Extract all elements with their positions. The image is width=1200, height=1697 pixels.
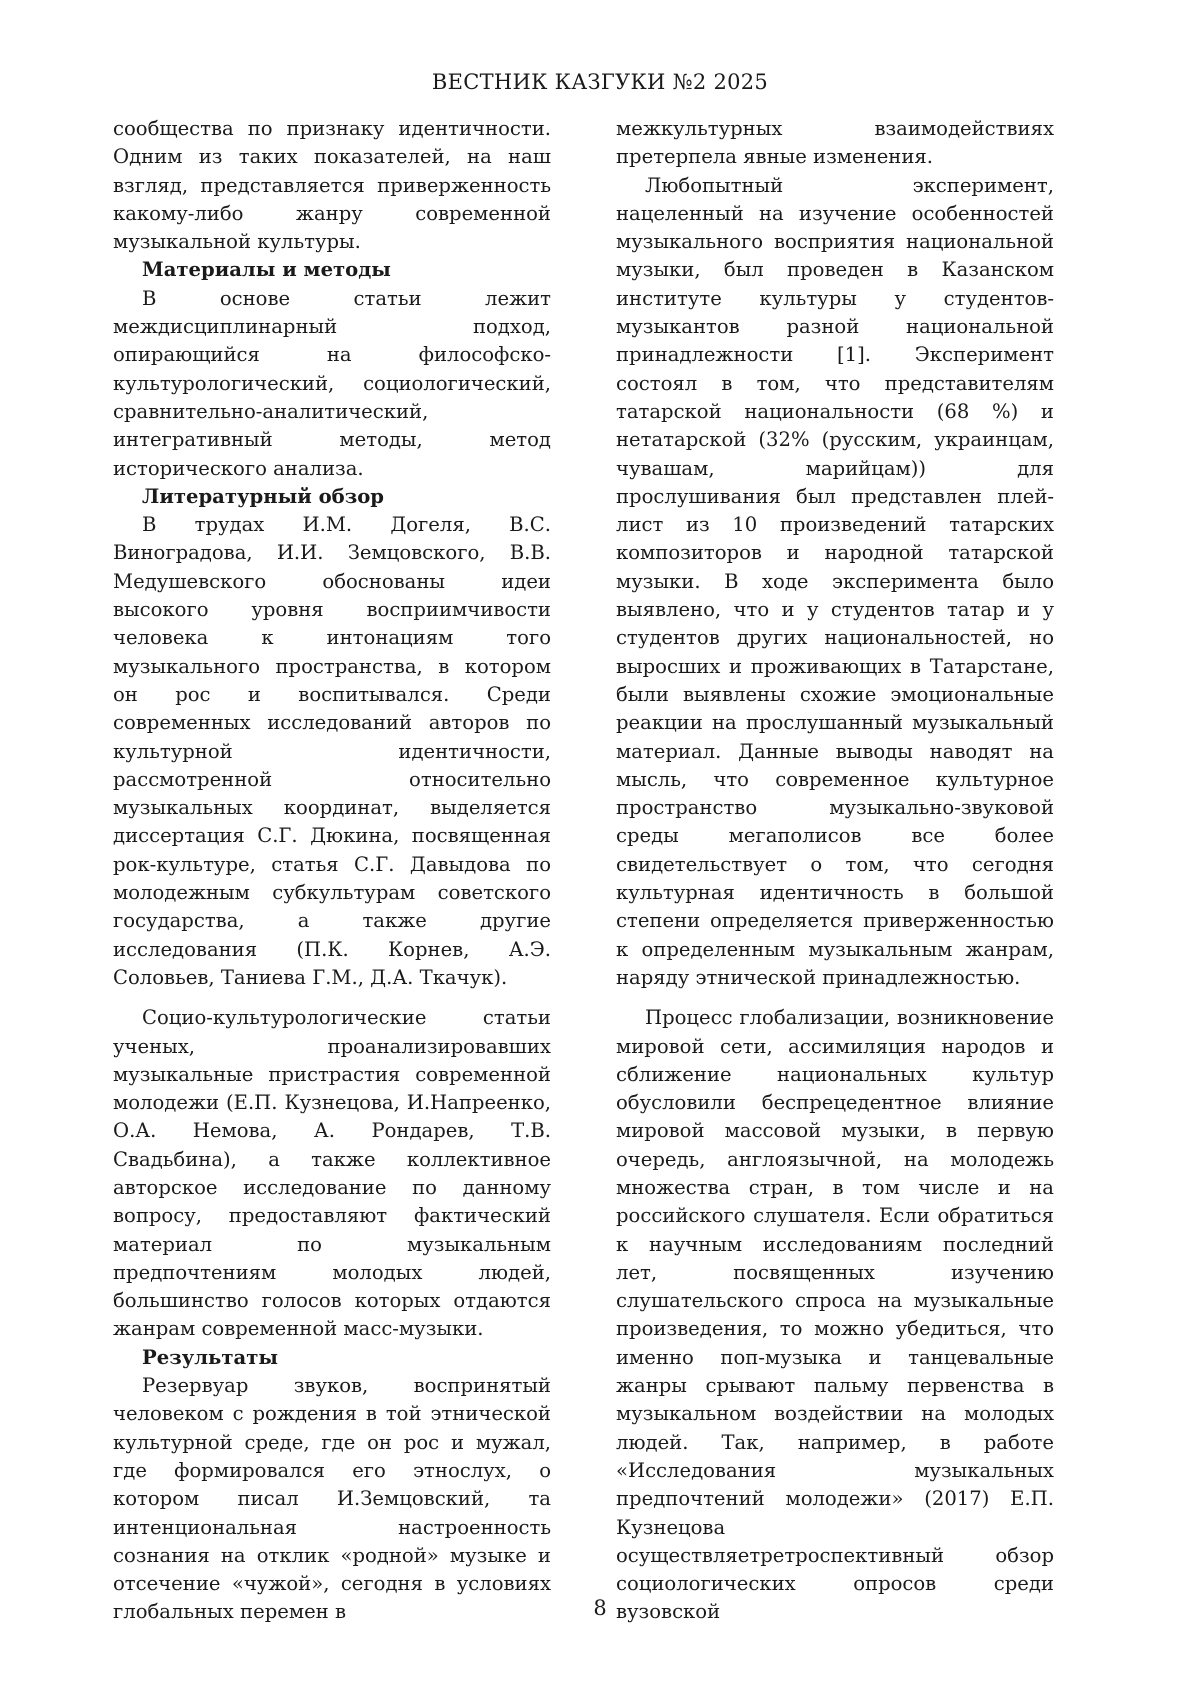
right-column <box>616 115 1054 1627</box>
paragraph-materials: В основе статьи лежит междисциплинарный подход, опирающийся на философско-культурологический, социологический, сравнительно-аналитический, интегративный методы, метод исторического анализа. <box>113 286 551 480</box>
paragraph-experiment: Любопытный эксперимент, нацеленный на изучение особенностей музыкального восприятия национальной музыки, был проведен в Казанском институте культуры у студентов-музыкантов разной национальной принадлежности [1]. Эксперимент состоял в том, что представителям татарской национальности (68 %) и нетатарской (32% (русским, украинцам, чувашам, марийцам)) для прослушивания был представлен плей-лист из 10 произведений татарских композиторов и народной татарской музыки. В ходе эксперимента было выявлено, что и у студентов татар и у студентов других национальностей, но выросших и проживающих в Татарстане, были выявлены схожие эмоциональные реакции на прослушанный музыкальный материал. Данные выводы наводят на мысль, что современное культурное пространство музыкально-звуковой среды мегаполисов все более свидетельствует о том, что сегодня культурная идентичность в большой степени определяется приверженностью к определенным музыкальным жанрам, наряду этнической принадлежностью. <box>616 173 1054 989</box>
page-number: 8 <box>593 1596 607 1620</box>
journal-header: ВЕСТНИК КАЗГУКИ №2 2025 <box>431 70 769 94</box>
left-column <box>113 115 551 1627</box>
paragraph-results: Резервуар звуков, воспринятый человеком с рождения в той этнической культурной среде, где он рос и мужал, где формировался его этнослух, о котором писал И.Земцовский, та интенциональная настроенность сознания на отклик «родной» музыке и отсечение «чужой», сегодня в условиях глобальных перемен в <box>113 1374 551 1624</box>
heading-results: Результаты <box>142 1345 278 1369</box>
paragraph-literature-2: Социо-культурологические статьи ученых, проанализировавших музыкальные пристрастия современной молодежи (Е.П. Кузнецова, И.Напреенко, О.А. Немова, А. Рондарев, Т.В. Свадьбина), а также коллективное авторское исследование по данному вопросу, предоставляют фактический материал по музыкальным предпочтениям молодых людей, большинство голосов которых отдаются жанрам современной масс-музыки. <box>113 1006 551 1341</box>
paragraph-literature-1: В трудах И.М. Догеля, В.С. Виноградова, И.И. Земцовского, В.В. Медушевского обоснованы идеи высокого уровня восприимчивости человека к интонациям того музыкального пространства, в котором он рос и воспитывался. Среди современных исследований авторов по культурной идентичности, рассмотренной относительно музыкальных координат, выделяется диссертация С.Г. Дюкина, посвященная рок-культуре, статья С.Г. Давыдова по молодежным субкультурам советского государства, а также другие исследования (П.К. Корнев, А.Э. Соловьев, Таниева Г.М., Д.А. Ткачук). <box>113 513 551 989</box>
paragraph-globalization: Процесс глобализации, возникновение мировой сети, ассимиляция народов и сближение национальных культур обусловили беспрецедентное влияние мировой массовой музыки, в первую очередь, англоязычной, на молодежь множества стран, в том числе и на российского слушателя. Если обратиться к научным исследованиям последний лет, посвященных изучению слушательского спроса на музыкальные произведения, то можно убедиться, что именно поп-музыка и танцевальные жанры срывают пальму первенства в музыкальном воздействии на молодых людей. Так, например, в работе «Исследования музыкальных предпочтений молодежи» (2017) Е.П. Кузнецова осуществляетретроспективный обзор социологических опросов среди вузовской <box>616 1006 1054 1624</box>
heading-literature-review: Литературный обзор <box>142 484 384 508</box>
paragraph-intro-continuation: сообщества по признаку идентичности. Одним из таких показателей, на наш взгляд, представляется приверженность какому-либо жанру современной музыкальной культуры. <box>113 117 551 254</box>
paragraph-results-continuation: межкультурных взаимодействиях претерпела явные изменения. <box>616 117 1054 169</box>
heading-materials-and-methods: Материалы и методы <box>142 258 391 282</box>
